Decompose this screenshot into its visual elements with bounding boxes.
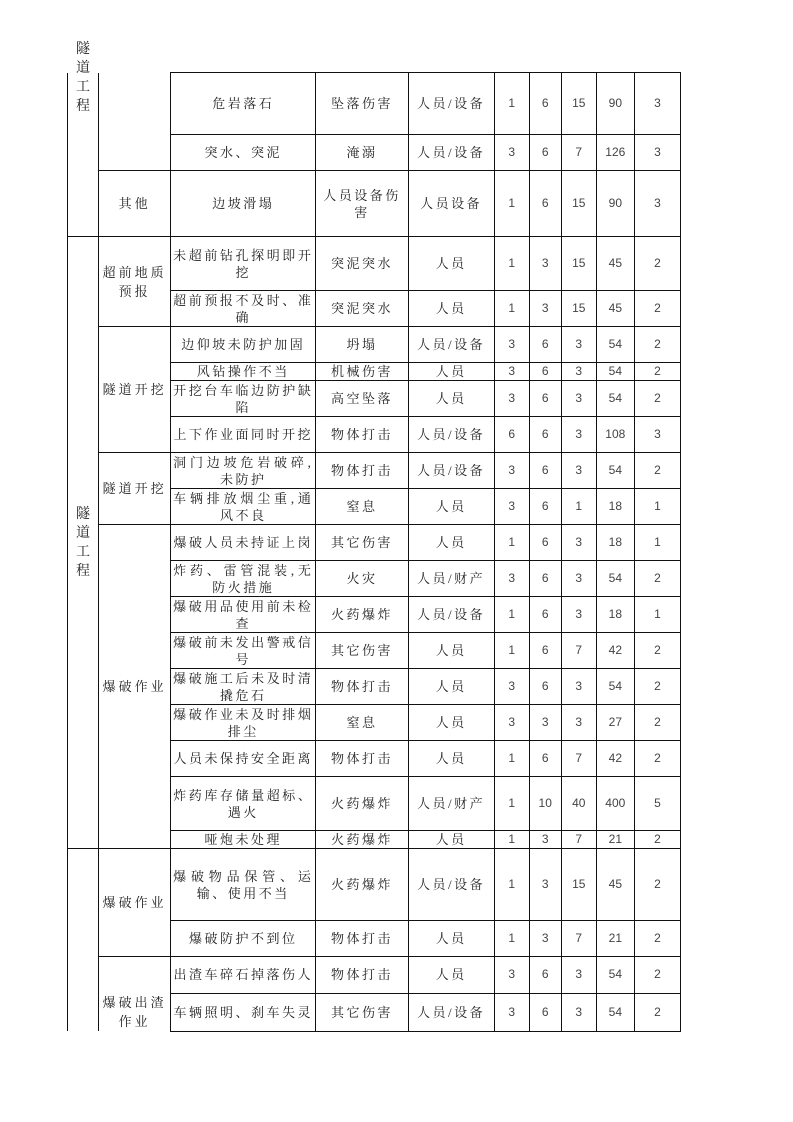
work-item-cell: 隧道开挖 xyxy=(99,327,171,453)
score-e-cell: 6 xyxy=(529,489,561,525)
hazard-cell: 爆破作业未及时排烟排尘 xyxy=(171,705,316,741)
score-l-cell: 1 xyxy=(494,597,529,633)
score-level-cell: 2 xyxy=(634,669,680,705)
score-c-cell: 3 xyxy=(561,381,596,417)
affected-object-cell: 人员 xyxy=(408,831,494,849)
affected-object-cell: 人员 xyxy=(408,957,494,994)
score-l-cell: 3 xyxy=(494,327,529,363)
score-l-cell: 1 xyxy=(494,831,529,849)
score-c-cell: 3 xyxy=(561,597,596,633)
affected-object-cell: 人员 xyxy=(408,525,494,561)
score-e-cell: 6 xyxy=(529,73,561,135)
score-e-cell: 6 xyxy=(529,669,561,705)
hazard-cell: 风钻操作不当 xyxy=(171,363,316,381)
score-d-cell: 21 xyxy=(596,831,634,849)
affected-object-cell: 人员/设备 xyxy=(408,135,494,171)
table-row xyxy=(68,237,681,291)
score-c-cell: 7 xyxy=(561,135,596,171)
score-c-cell: 15 xyxy=(561,291,596,327)
score-d-cell: 54 xyxy=(596,453,634,489)
score-e-cell: 6 xyxy=(529,633,561,669)
score-l-cell: 6 xyxy=(494,417,529,453)
hazard-cell: 爆破人员未持证上岗 xyxy=(171,525,316,561)
score-c-cell: 3 xyxy=(561,705,596,741)
affected-object-cell: 人员/财产 xyxy=(408,777,494,831)
affected-object-cell: 人员/设备 xyxy=(408,417,494,453)
score-l-cell: 3 xyxy=(494,561,529,597)
hazard-cell: 爆破施工后未及时清撬危石 xyxy=(171,669,316,705)
affected-object-cell: 人员 xyxy=(408,705,494,741)
score-level-cell: 2 xyxy=(634,993,680,1031)
table-row xyxy=(68,171,681,237)
accident-type-cell: 物体打击 xyxy=(316,921,408,957)
affected-object-cell: 人员 xyxy=(408,921,494,957)
score-d-cell: 18 xyxy=(596,597,634,633)
accident-type-cell: 物体打击 xyxy=(316,669,408,705)
affected-object-cell: 人员 xyxy=(408,237,494,291)
table-row xyxy=(68,525,681,561)
accident-type-cell: 物体打击 xyxy=(316,453,408,489)
score-level-cell: 2 xyxy=(634,381,680,417)
score-d-cell: 54 xyxy=(596,381,634,417)
score-l-cell: 3 xyxy=(494,453,529,489)
hazard-cell: 人员未保持安全距离 xyxy=(171,741,316,777)
score-d-cell: 18 xyxy=(596,525,634,561)
work-item-cell: 隧道开挖 xyxy=(99,453,171,525)
hazard-cell: 出渣车碎石掉落伤人 xyxy=(171,957,316,994)
score-e-cell: 6 xyxy=(529,417,561,453)
score-d-cell: 45 xyxy=(596,237,634,291)
score-level-cell: 2 xyxy=(634,921,680,957)
accident-type-cell: 人员设备伤害 xyxy=(316,171,408,237)
work-item-cell: 爆破作业 xyxy=(99,525,171,849)
score-e-cell: 6 xyxy=(529,525,561,561)
table-row xyxy=(68,453,681,489)
score-d-cell: 54 xyxy=(596,327,634,363)
hazard-cell: 开挖台车临边防护缺陷 xyxy=(171,381,316,417)
work-item-label: 爆破出渣作业 xyxy=(102,995,167,1029)
affected-object-cell: 人员 xyxy=(408,291,494,327)
affected-object-cell: 人员 xyxy=(408,633,494,669)
work-item-cell: 爆破作业 xyxy=(99,849,171,957)
score-c-cell: 3 xyxy=(561,417,596,453)
hazard-cell: 危岩落石 xyxy=(171,73,316,135)
risk-assessment-table xyxy=(67,41,681,1032)
score-e-cell: 6 xyxy=(529,597,561,633)
accident-type-cell: 突泥突水 xyxy=(316,237,408,291)
score-level-cell: 3 xyxy=(634,417,680,453)
score-c-cell: 3 xyxy=(561,327,596,363)
score-e-cell: 6 xyxy=(529,327,561,363)
accident-type-cell: 物体打击 xyxy=(316,741,408,777)
score-l-cell: 3 xyxy=(494,957,529,994)
accident-type-cell: 窒息 xyxy=(316,705,408,741)
score-l-cell: 3 xyxy=(494,381,529,417)
affected-object-cell: 人员 xyxy=(408,489,494,525)
hazard-cell: 未超前钻孔探明即开挖 xyxy=(171,237,316,291)
score-level-cell: 2 xyxy=(634,453,680,489)
score-level-cell: 3 xyxy=(634,171,680,237)
accident-type-cell: 火药爆炸 xyxy=(316,849,408,921)
score-c-cell: 15 xyxy=(561,73,596,135)
project-category-label: 隧道工程 xyxy=(76,41,91,114)
score-e-cell: 3 xyxy=(529,237,561,291)
score-level-cell: 2 xyxy=(634,957,680,994)
accident-type-cell: 物体打击 xyxy=(316,957,408,994)
score-level-cell: 2 xyxy=(634,291,680,327)
score-d-cell: 54 xyxy=(596,363,634,381)
score-e-cell: 6 xyxy=(529,381,561,417)
score-level-cell: 2 xyxy=(634,237,680,291)
score-level-cell: 2 xyxy=(634,849,680,921)
accident-type-cell: 火药爆炸 xyxy=(316,597,408,633)
score-d-cell: 54 xyxy=(596,957,634,994)
score-l-cell: 1 xyxy=(494,777,529,831)
score-l-cell: 1 xyxy=(494,849,529,921)
score-c-cell: 40 xyxy=(561,777,596,831)
hazard-cell: 爆破物品保管、运输、使用不当 xyxy=(171,849,316,921)
accident-type-cell: 其它伤害 xyxy=(316,633,408,669)
score-c-cell: 3 xyxy=(561,561,596,597)
score-d-cell: 18 xyxy=(596,489,634,525)
score-e-cell: 6 xyxy=(529,363,561,381)
score-d-cell: 27 xyxy=(596,705,634,741)
risk-assessment-table-page xyxy=(67,41,682,1029)
accident-type-cell: 火灾 xyxy=(316,561,408,597)
score-e-cell: 3 xyxy=(529,291,561,327)
score-l-cell: 1 xyxy=(494,921,529,957)
score-level-cell: 1 xyxy=(634,597,680,633)
accident-type-cell: 坍塌 xyxy=(316,327,408,363)
hazard-cell: 炸药库存储量超标、遇火 xyxy=(171,777,316,831)
affected-object-cell: 人员 xyxy=(408,381,494,417)
score-d-cell: 90 xyxy=(596,171,634,237)
accident-type-cell: 其它伤害 xyxy=(316,993,408,1031)
score-e-cell: 3 xyxy=(529,705,561,741)
score-d-cell: 42 xyxy=(596,741,634,777)
table-row xyxy=(68,327,681,363)
affected-object-cell: 人员/财产 xyxy=(408,561,494,597)
accident-type-cell: 坠落伤害 xyxy=(316,73,408,135)
score-d-cell: 108 xyxy=(596,417,634,453)
work-item-cell xyxy=(99,73,171,171)
accident-type-cell: 窒息 xyxy=(316,489,408,525)
score-l-cell: 3 xyxy=(494,993,529,1031)
score-c-cell: 3 xyxy=(561,669,596,705)
score-c-cell: 3 xyxy=(561,453,596,489)
score-l-cell: 3 xyxy=(494,135,529,171)
score-e-cell: 6 xyxy=(529,453,561,489)
affected-object-cell: 人员 xyxy=(408,741,494,777)
affected-object-cell: 人员/设备 xyxy=(408,453,494,489)
hazard-cell: 车辆排放烟尘重,通风不良 xyxy=(171,489,316,525)
project-category-cell xyxy=(68,849,99,1032)
score-d-cell: 90 xyxy=(596,73,634,135)
accident-type-cell: 突泥突水 xyxy=(316,291,408,327)
score-c-cell: 15 xyxy=(561,849,596,921)
score-l-cell: 1 xyxy=(494,237,529,291)
accident-type-cell: 物体打击 xyxy=(316,417,408,453)
score-d-cell: 126 xyxy=(596,135,634,171)
affected-object-cell: 人员/设备 xyxy=(408,73,494,135)
work-item-cell xyxy=(99,957,171,1032)
table-row xyxy=(68,849,681,921)
score-e-cell: 6 xyxy=(529,171,561,237)
score-c-cell: 7 xyxy=(561,831,596,849)
hazard-cell: 哑炮未处理 xyxy=(171,831,316,849)
hazard-cell: 突水、突泥 xyxy=(171,135,316,171)
affected-object-cell: 人员/设备 xyxy=(408,327,494,363)
score-d-cell: 45 xyxy=(596,849,634,921)
score-e-cell: 6 xyxy=(529,741,561,777)
score-level-cell: 2 xyxy=(634,561,680,597)
hazard-cell: 边仰坡未防护加固 xyxy=(171,327,316,363)
hazard-cell: 车辆照明、刹车失灵 xyxy=(171,993,316,1031)
score-d-cell: 45 xyxy=(596,291,634,327)
accident-type-cell: 淹溺 xyxy=(316,135,408,171)
hazard-cell: 洞门边坡危岩破碎,未防护 xyxy=(171,453,316,489)
score-level-cell: 2 xyxy=(634,327,680,363)
score-c-cell: 15 xyxy=(561,171,596,237)
score-e-cell: 3 xyxy=(529,831,561,849)
score-level-cell: 2 xyxy=(634,633,680,669)
score-c-cell: 3 xyxy=(561,525,596,561)
score-c-cell: 15 xyxy=(561,237,596,291)
score-level-cell: 3 xyxy=(634,135,680,171)
score-d-cell: 54 xyxy=(596,561,634,597)
affected-object-cell: 人员/设备 xyxy=(408,849,494,921)
affected-object-cell: 人员/设备 xyxy=(408,597,494,633)
hazard-cell: 爆破前未发出警戒信号 xyxy=(171,633,316,669)
hazard-cell: 上下作业面同时开挖 xyxy=(171,417,316,453)
score-e-cell: 10 xyxy=(529,777,561,831)
score-level-cell: 1 xyxy=(634,525,680,561)
project-category-cell xyxy=(68,41,99,237)
score-e-cell: 6 xyxy=(529,561,561,597)
score-l-cell: 3 xyxy=(494,489,529,525)
score-l-cell: 1 xyxy=(494,171,529,237)
work-item-cell: 其他 xyxy=(99,171,171,237)
score-d-cell: 54 xyxy=(596,669,634,705)
score-c-cell: 1 xyxy=(561,489,596,525)
score-level-cell: 3 xyxy=(634,73,680,135)
score-c-cell: 7 xyxy=(561,633,596,669)
score-l-cell: 1 xyxy=(494,525,529,561)
accident-type-cell: 其它伤害 xyxy=(316,525,408,561)
affected-object-cell: 人员 xyxy=(408,669,494,705)
score-l-cell: 3 xyxy=(494,669,529,705)
score-l-cell: 1 xyxy=(494,741,529,777)
score-level-cell: 2 xyxy=(634,705,680,741)
score-c-cell: 3 xyxy=(561,363,596,381)
affected-object-cell: 人员 xyxy=(408,363,494,381)
score-e-cell: 3 xyxy=(529,921,561,957)
affected-object-cell: 人员/设备 xyxy=(408,993,494,1031)
score-e-cell: 6 xyxy=(529,957,561,994)
score-level-cell: 2 xyxy=(634,363,680,381)
score-level-cell: 1 xyxy=(634,489,680,525)
affected-object-cell: 人员设备 xyxy=(408,171,494,237)
score-level-cell: 2 xyxy=(634,831,680,849)
score-c-cell: 3 xyxy=(561,957,596,994)
score-l-cell: 3 xyxy=(494,705,529,741)
score-d-cell: 42 xyxy=(596,633,634,669)
hazard-cell: 超前预报不及时、准确 xyxy=(171,291,316,327)
score-d-cell: 54 xyxy=(596,993,634,1031)
table-row xyxy=(68,73,681,135)
score-d-cell: 21 xyxy=(596,921,634,957)
table-row xyxy=(68,957,681,994)
accident-type-cell: 火药爆炸 xyxy=(316,777,408,831)
score-l-cell: 1 xyxy=(494,633,529,669)
score-d-cell: 400 xyxy=(596,777,634,831)
score-l-cell: 3 xyxy=(494,363,529,381)
work-item-cell: 超前地质预报 xyxy=(99,237,171,327)
hazard-cell: 爆破用品使用前未检查 xyxy=(171,597,316,633)
hazard-cell: 爆破防护不到位 xyxy=(171,921,316,957)
project-category-cell: 隧道工程 xyxy=(68,237,99,849)
score-c-cell: 3 xyxy=(561,993,596,1031)
score-c-cell: 7 xyxy=(561,741,596,777)
accident-type-cell: 机械伤害 xyxy=(316,363,408,381)
hazard-cell: 炸药、雷管混装,无防火措施 xyxy=(171,561,316,597)
score-l-cell: 1 xyxy=(494,73,529,135)
accident-type-cell: 火药爆炸 xyxy=(316,831,408,849)
hazard-cell: 边坡滑塌 xyxy=(171,171,316,237)
score-e-cell: 6 xyxy=(529,993,561,1031)
accident-type-cell: 高空坠落 xyxy=(316,381,408,417)
score-c-cell: 7 xyxy=(561,921,596,957)
score-e-cell: 6 xyxy=(529,135,561,171)
score-l-cell: 1 xyxy=(494,291,529,327)
score-e-cell: 3 xyxy=(529,849,561,921)
score-level-cell: 2 xyxy=(634,741,680,777)
score-level-cell: 5 xyxy=(634,777,680,831)
